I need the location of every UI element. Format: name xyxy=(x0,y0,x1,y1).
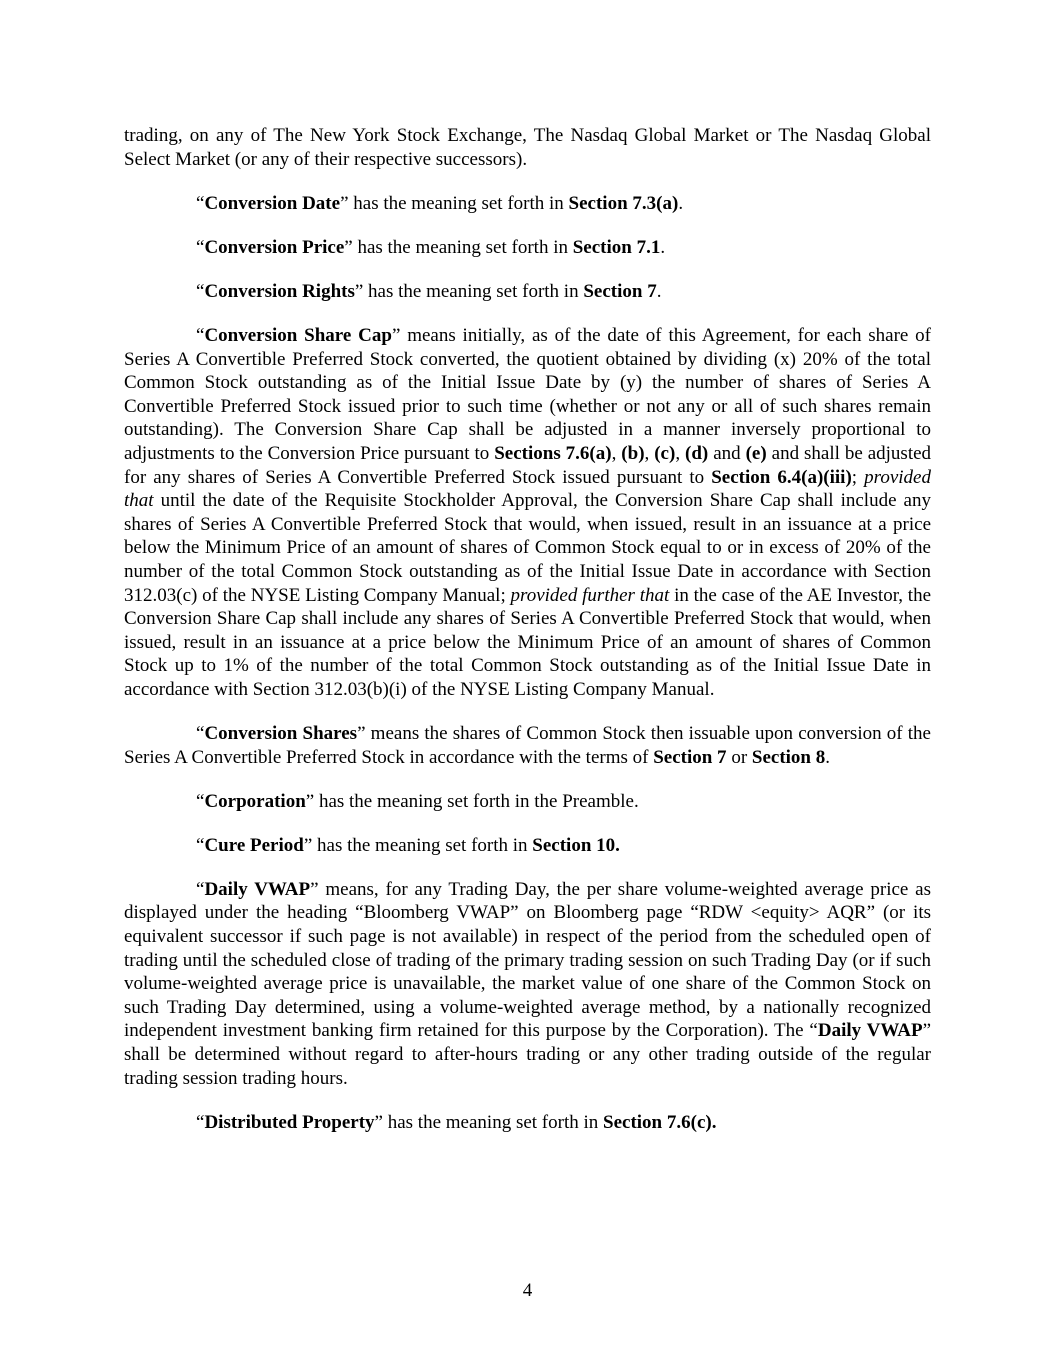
italic-phrase: provided that xyxy=(124,466,931,512)
text-run: “ xyxy=(196,324,205,346)
text-run: . xyxy=(825,746,830,768)
bold-term: Conversion Rights xyxy=(204,280,355,302)
paragraph-spacer xyxy=(124,1090,931,1111)
text-run: , xyxy=(675,442,686,464)
bold-term: (b) xyxy=(621,442,645,464)
bold-term: Section 7.3(a) xyxy=(568,192,679,214)
definition-conversion-shares xyxy=(124,722,931,769)
text-run: trading, on any of The New York Stock Exchange, The Nasdaq Global Market or The Nasdaq Global Select Market (or any of their respective successors). xyxy=(124,125,931,170)
text-run: “ xyxy=(196,1111,205,1133)
bold-term: Section 7.1 xyxy=(572,236,661,258)
paragraph-spacer xyxy=(124,701,931,722)
text-run: “ xyxy=(196,878,205,900)
bold-term: Conversion Shares xyxy=(204,722,358,744)
text-run: in the case of the AE Investor, the Conversion Share Cap shall include any shares of Series A Convertible Preferred Stock that would, when issued, result in an issuance at a price below the Minimum Price of an amount of shares of Common Stock up to 1% of the number of the total Common Stock outstanding as of the Initial Issue Date in accordance with Section 312.03(b)(i) of the NYSE Listing Company Manual. xyxy=(124,584,932,700)
bold-term: (c) xyxy=(654,442,676,464)
definition-conversion-date xyxy=(124,192,931,216)
bold-term: Section 8 xyxy=(751,746,826,768)
definition-daily-vwap xyxy=(124,878,931,1090)
text-run: ” shall be determined without regard to after-hours trading or any other trading outside of the regular trading session trading hours. xyxy=(124,1020,931,1089)
text-run: ” has the meaning set forth in xyxy=(344,236,573,258)
text-run: , xyxy=(644,442,655,464)
text-run: ” means the shares of Common Stock then issuable upon conversion of the Series A Convertible Preferred Stock in accordance with the terms of xyxy=(124,722,931,768)
text-run: ” has the meaning set forth in xyxy=(303,834,533,856)
bold-term: Section 6.4(a)(iii) xyxy=(711,466,852,488)
text-run: ; xyxy=(851,466,865,488)
bold-term: Conversion Date xyxy=(204,192,341,214)
bold-term: Daily VWAP xyxy=(817,1020,923,1042)
definition-cure-period xyxy=(124,834,931,858)
text-run: “ xyxy=(196,722,205,744)
document-page-body xyxy=(124,124,931,1134)
text-run: ” has the meaning set forth in xyxy=(354,280,584,302)
text-run: ” means, for any Trading Day, the per share volume-weighted average price as displayed under the heading “Bloomberg VWAP” on Bloomberg page “RDW <equity> AQR” (or its equivalent successor if such page is not available) in respect of the period from the scheduled open of trading until the scheduled close of trading of the primary trading session on such Trading Day (or if such volume-weighted average price is unavailable, the market value of one share of the Common Stock on such Trading Day determined, using a volume-weighted average method, by a nationally recognized independent investment banking firm retained for this purpose by the Corporation). The “ xyxy=(124,878,931,1042)
text-run: . xyxy=(678,192,684,214)
continuation-trading-markets xyxy=(124,124,931,171)
text-run: “ xyxy=(196,236,205,258)
bold-term: Distributed Property xyxy=(204,1111,375,1133)
definition-conversion-share-cap xyxy=(124,324,931,702)
text-run: ” has the meaning set forth in the Preamble. xyxy=(305,790,639,812)
paragraph-spacer xyxy=(124,769,931,790)
italic-phrase: provided further that xyxy=(510,584,670,606)
text-run: ” has the meaning set forth in xyxy=(374,1111,604,1133)
text-run: until the date of the Requisite Stockholder Approval, the Conversion Share Cap shall include any shares of Series A Convertible Preferred Stock that would, when issued, result in an issuance at a price below the Minimum Price of an amount of shares of Common Stock equal to or in excess of 20% of the number of the total Common Stock outstanding as of the Initial Issue Date in accordance with Section 312.03(c) of the NYSE Listing Company Manual; xyxy=(124,490,931,606)
text-run: . xyxy=(656,280,662,302)
text-run: and xyxy=(708,442,746,464)
text-run: ” means initially, as of the date of this Agreement, for each share of Series A Convertible Preferred Stock converted, the quotient obtained by dividing (x) 20% of the total Common Stock outstanding as of the Initial Issue Date by (y) the number of shares of Series A Convertible Preferred Stock issued prior to such time (whether or not any or all of such shares remain outstanding). The Conversion Share Cap shall be adjusted in a manner inversely proportional to adjustments to the Conversion Price pursuant to xyxy=(124,324,932,464)
text-run: , xyxy=(611,442,622,464)
definition-corporation xyxy=(124,790,931,814)
bold-term: Daily VWAP xyxy=(204,878,311,900)
text-run: “ xyxy=(196,790,205,812)
paragraph-spacer xyxy=(124,857,931,878)
bold-term: (e) xyxy=(745,442,767,464)
definition-conversion-rights xyxy=(124,280,931,304)
bold-term: Section 7 xyxy=(583,280,657,302)
bold-term: Conversion Price xyxy=(204,236,345,258)
definition-conversion-price xyxy=(124,236,931,260)
bold-term: Conversion Share Cap xyxy=(204,324,392,346)
bold-term: Section 10. xyxy=(532,834,620,856)
text-run: “ xyxy=(196,192,205,214)
bold-term: (d) xyxy=(685,442,709,464)
text-run: ” has the meaning set forth in xyxy=(340,192,569,214)
paragraph-spacer xyxy=(124,813,931,834)
definitions-list xyxy=(124,124,931,1134)
text-run: or xyxy=(726,746,752,768)
bold-term: Section 7.6(c). xyxy=(603,1111,717,1133)
bold-term: Cure Period xyxy=(204,834,304,856)
paragraph-spacer xyxy=(124,171,931,192)
paragraph-spacer xyxy=(124,259,931,280)
text-run: and shall be adjusted for any shares of Series A Convertible Preferred Stock issued pursuant to xyxy=(124,442,932,488)
text-run: “ xyxy=(196,280,205,302)
text-run: . xyxy=(660,236,666,258)
definition-distributed-property xyxy=(124,1111,931,1135)
bold-term: Section 7 xyxy=(653,746,727,768)
bold-term: Corporation xyxy=(204,790,306,812)
paragraph-spacer xyxy=(124,215,931,236)
page-number: 4 xyxy=(522,1280,533,1301)
paragraph-spacer xyxy=(124,303,931,324)
text-run: “ xyxy=(196,834,205,856)
bold-term: Sections 7.6(a) xyxy=(494,442,612,464)
